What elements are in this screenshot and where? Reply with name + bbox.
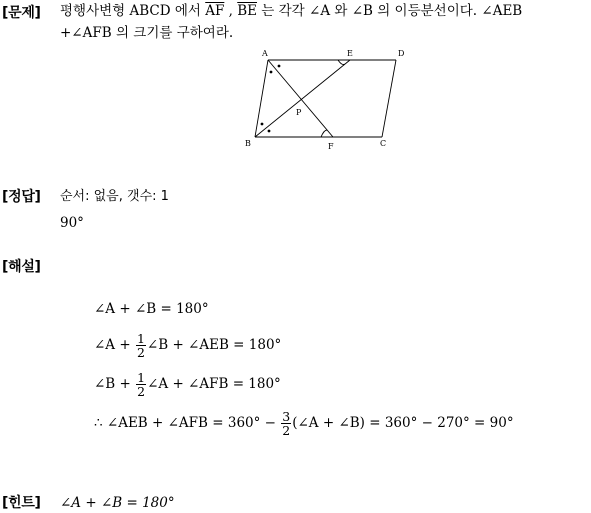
solution-label: [해설] [2, 259, 41, 275]
problem-text-suffix: 는 각각 ∠A 와 ∠B 의 이등분선이다. ∠AEB [257, 3, 523, 19]
problem-text-separator: , [224, 3, 238, 19]
fraction-numerator: 3 [282, 409, 291, 424]
fraction-denominator: 2 [137, 384, 146, 399]
segment-af-line [268, 60, 333, 137]
problem-text-prefix: 평행사변형 ABCD 에서 [60, 3, 206, 19]
solution-line-1: ∠A + ∠B = 180° [94, 301, 209, 317]
fraction-numerator: 1 [137, 370, 146, 385]
angle-mark-a2 [270, 71, 273, 74]
problem-line-2: +∠AFB 의 크기를 구하여라. [60, 25, 234, 41]
answer-label: [정답] [2, 189, 41, 205]
solution-line-3 [94, 371, 281, 398]
angle-arc-afb [321, 130, 327, 137]
solution-line-4-pre: ∴ ∠AEB + ∠AFB = 360° − [94, 415, 281, 431]
solution-line-3-post: ∠A + ∠AFB = 180° [147, 376, 281, 392]
fraction-denominator: 2 [136, 345, 145, 360]
label-b: B [245, 139, 251, 148]
label-e: E [347, 49, 353, 58]
solution-line-2-post: ∠B + ∠AEB = 180° [146, 337, 282, 353]
segment-af: $\overline{AF}$ [205, 3, 225, 19]
angle-mark-a1 [278, 65, 281, 68]
fraction-half-1 [136, 332, 146, 359]
segment-be-line [255, 60, 350, 137]
problem-label: [문제] [2, 5, 41, 21]
hint-label: [힌트] [2, 495, 41, 511]
angle-mark-b2 [268, 130, 271, 133]
side-dc [382, 60, 396, 137]
label-c: C [380, 139, 387, 148]
fraction-denominator: 2 [282, 423, 291, 438]
solution-line-4 [94, 410, 514, 437]
label-a: A [262, 49, 268, 58]
side-ab [255, 60, 268, 137]
hint-text: ∠A + ∠B = 180° [60, 495, 175, 511]
angle-mark-b1 [261, 123, 264, 126]
fraction-three-halves [281, 410, 291, 437]
segment-be: $\overline{BE}$ [237, 3, 258, 19]
answer-value: 90° [60, 215, 84, 231]
solution-line-2-pre: ∠A + [94, 337, 135, 353]
label-d: D [398, 49, 405, 58]
solution-line-2 [94, 332, 281, 359]
solution-line-4-post: (∠A + ∠B) = 360° − 270° = 90° [292, 415, 514, 431]
label-f: F [328, 142, 334, 151]
fraction-half-2 [136, 371, 146, 398]
solution-line-3-pre: ∠B + [94, 376, 136, 392]
label-p: P [296, 108, 302, 117]
angle-arc-aeb [338, 60, 345, 65]
answer-meta: 순서: 없음, 갯수: 1 [60, 189, 169, 204]
fraction-numerator: 1 [136, 331, 145, 346]
